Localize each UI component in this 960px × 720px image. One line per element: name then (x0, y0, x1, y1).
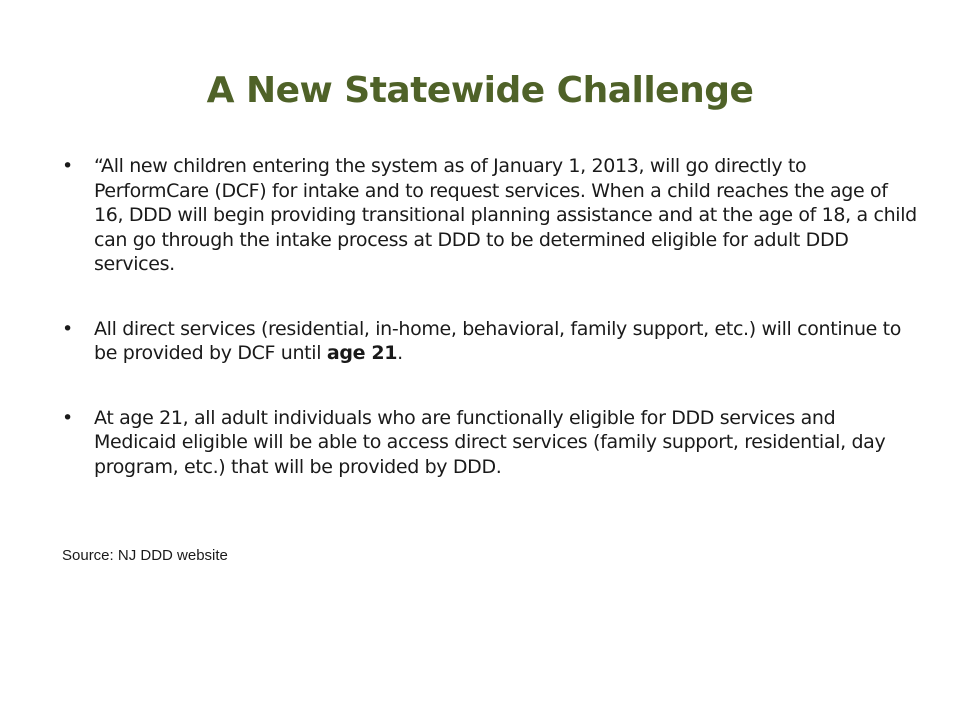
bullet-text: At age 21, all adult individuals who are functionally eligible for DDD services and Medicaid eligible will be able to access direct services (family support, residential, day program, etc.) that will be provided by DDD. (94, 406, 886, 478)
slide-title: A New Statewide Challenge (206, 70, 754, 111)
bullet-text: “All new children entering the system as of January 1, 2013, will go directly to PerformCare (DCF) for intake and to request services. When a child reaches the age of 16, DDD will begin providing transitional planning assistance and at the age of 18, a child can go through the intake process at DDD to be determined eligible for adult DDD services. (94, 155, 917, 275)
bullet-item-intake (62, 154, 922, 277)
bullet-item-direct-services (62, 317, 922, 366)
bullet-dot-icon: • (62, 155, 73, 177)
source-citation: Source: NJ DDD website (62, 547, 228, 564)
bullet-text (94, 318, 901, 365)
bullet-dot-icon: • (62, 406, 73, 429)
bullet-text-part: All direct services (residential, in-home, behavioral, family support, etc.) will continue to be provided by DCF until (94, 317, 902, 364)
bullet-list (62, 154, 922, 519)
bullet-text-emphasis: age 21 (326, 342, 398, 364)
bullet-dot-icon: • (62, 317, 73, 340)
bullet-item-age-21 (62, 406, 922, 480)
bullet-text-part: . (397, 342, 403, 364)
